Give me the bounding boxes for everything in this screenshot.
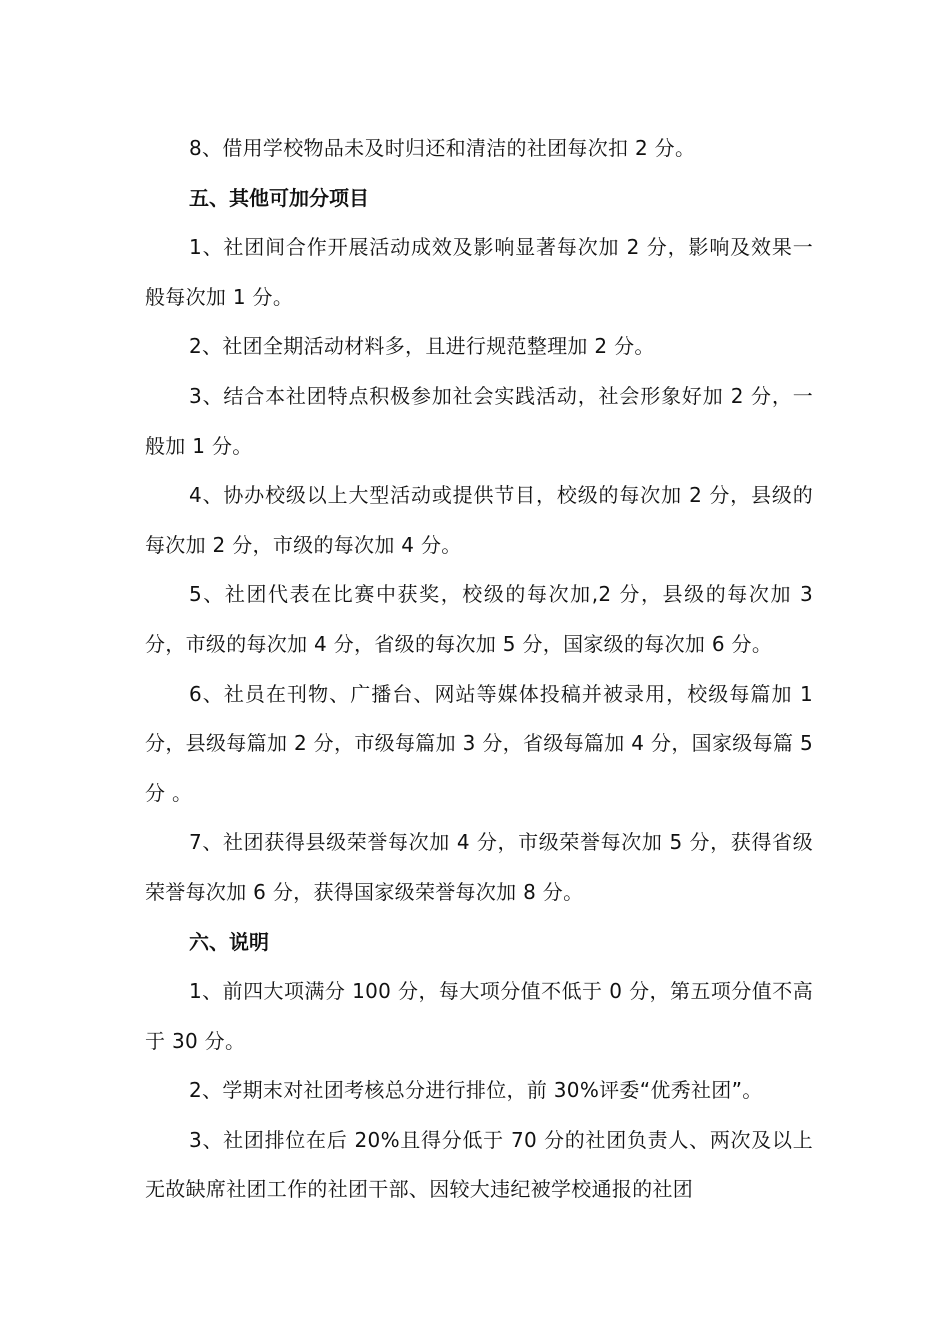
paragraph: 2、社团全期活动材料多，且进行规范整理加 2 分。 <box>189 334 655 359</box>
paragraph: 8、借用学校物品未及时归还和清洁的社团每次扣 2 分。 <box>189 136 696 160</box>
paragraph: 1、前四大项满分 100 分，每大项分值不低于 0 分，第五项分值不高于 30 分。 <box>145 979 813 1053</box>
paragraph: 7、社团获得县级荣誉每次加 4 分，市级荣誉每次加 5 分，获得省级荣誉每次加 6 分，获得国家级荣誉每次加 8 分。 <box>145 830 813 904</box>
paragraph: 2、学期末对社团考核总分进行排位，前 30%评委“优秀社团”。 <box>189 1078 763 1103</box>
paragraph: 1、社团间合作开展活动成效及影响显著每次加 2 分，影响及效果一般每次加 1 分。 <box>145 235 813 309</box>
paragraph: 3、结合本社团特点积极参加社会实践活动，社会形象好加 2 分，一般加 1 分。 <box>145 383 813 458</box>
paragraph: 4、协办校级以上大型活动或提供节目，校级的每次加 2 分，县级的每次加 2 分，市级的每次加 4 分。 <box>145 483 813 557</box>
paragraph: 6、社员在刊物、广播台、网站等媒体投稿并被录用，校级每篇加 1 分，县级每篇加 2 分，市级每篇加 3 分，省级每篇加 4 分，国家级每篇 5 分 。 <box>145 681 813 805</box>
section-heading: 六、说明 <box>189 929 269 954</box>
section-heading: 五、其他可加分项目 <box>189 185 369 210</box>
document-body <box>145 124 813 1215</box>
paragraph: 5、社团代表在比赛中获奖，校级的每次加,2 分，县级的每次加 3 分，市级的每次加 4 分，省级的每次加 5 分，国家级的每次加 6 分。 <box>145 582 813 656</box>
paragraph: 3、社团排位在后 20%且得分低于 70 分的社团负责人、两次及以上无故缺席社团工作的社团干部、因较大违纪被学校通报的社团 <box>145 1127 813 1202</box>
